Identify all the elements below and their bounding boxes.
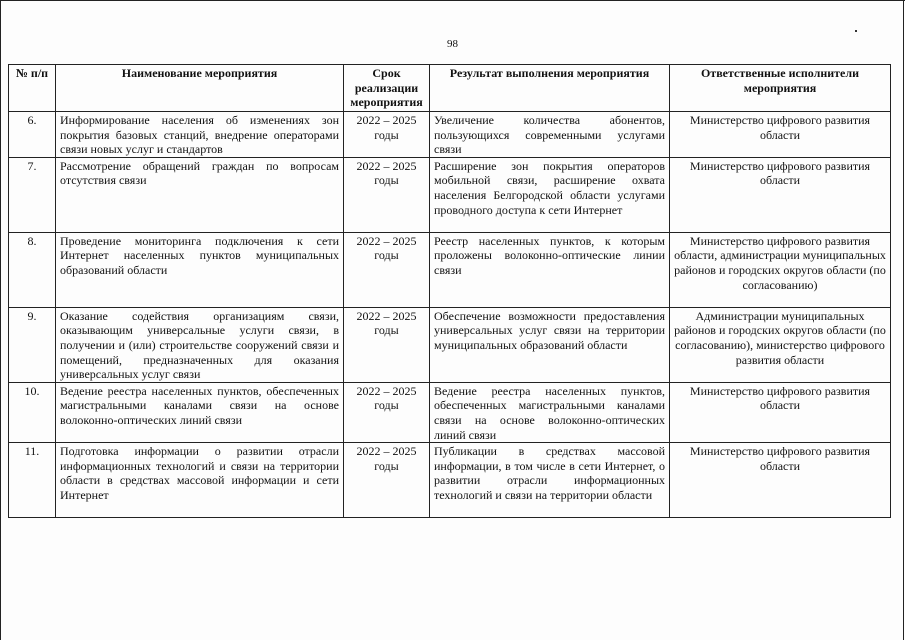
row-term: 2022 – 2025 годы	[344, 112, 430, 158]
row-number: 7.	[9, 157, 56, 232]
row-term: 2022 – 2025 годы	[344, 157, 430, 232]
row-result: Реестр населенных пунктов, к которым проложены волоконно-оптические линии связи	[430, 232, 670, 307]
header-number: № п/п	[9, 65, 56, 112]
header-name: Наименование мероприятия	[56, 65, 344, 112]
row-number: 10.	[9, 382, 56, 442]
row-number: 6.	[9, 112, 56, 158]
row-responsible: Министерство цифрового развития области	[670, 443, 891, 518]
row-name: Рассмотрение обращений граждан по вопросам отсутствия связи	[56, 157, 344, 232]
table-header-row	[9, 65, 891, 112]
header-result: Результат выполнения мероприятия	[430, 65, 670, 112]
page-left-border	[0, 0, 1, 640]
row-name: Проведение мониторинга подключения к сети Интернет населенных пунктов муниципальных образований области	[56, 232, 344, 307]
row-result: Расширение зон покрытия операторов мобильной связи, расширение охвата населения Белгородской области услугами проводного доступа к сети Интернет	[430, 157, 670, 232]
table-row	[9, 382, 891, 442]
row-number: 11.	[9, 443, 56, 518]
row-term: 2022 – 2025 годы	[344, 307, 430, 382]
row-responsible: Министерство цифрового развития области	[670, 112, 891, 158]
row-name: Подготовка информации о развитии отрасли информационных технологий и связи на территории области в средствах массовой информации и сети Интернет	[56, 443, 344, 518]
row-result: Публикации в средствах массовой информации, в том числе в сети Интернет, о развитии отрасли информационных технологий и связи на территории области	[430, 443, 670, 518]
row-name: Оказание содействия организациям связи, оказывающим универсальные услуги связи, в получении и (или) строительстве сооружений связи и помещений, предназначенных для оказания универсальных услуг связи	[56, 307, 344, 382]
row-number: 8.	[9, 232, 56, 307]
page-right-border	[903, 0, 904, 640]
table-row	[9, 157, 891, 232]
row-responsible: Министерство цифрового развития области	[670, 382, 891, 442]
header-term: Срок реализации мероприятия	[344, 65, 430, 112]
page-top-border	[0, 0, 905, 1]
row-responsible: Министерство цифрового развития области	[670, 157, 891, 232]
scan-speck	[855, 30, 857, 32]
row-term: 2022 – 2025 годы	[344, 382, 430, 442]
page-number: 98	[447, 38, 458, 50]
row-result: Обеспечение возможности предоставления универсальных услуг связи на территории муниципальных образований области	[430, 307, 670, 382]
row-result: Увеличение количества абонентов, пользующихся современными услугами связи	[430, 112, 670, 158]
row-number: 9.	[9, 307, 56, 382]
table-row	[9, 112, 891, 158]
row-term: 2022 – 2025 годы	[344, 232, 430, 307]
row-result: Ведение реестра населенных пунктов, обеспеченных магистральными каналами связи на основе волоконно-оптических линий связи	[430, 382, 670, 442]
table-row	[9, 443, 891, 518]
row-name: Информирование населения об изменениях зон покрытия базовых станций, внедрение операторами связи новых услуг и стандартов	[56, 112, 344, 158]
table-row	[9, 307, 891, 382]
row-responsible: Министерство цифрового развития области, администрации муниципальных районов и городских округов области (по согласованию)	[670, 232, 891, 307]
table-row	[9, 232, 891, 307]
row-term: 2022 – 2025 годы	[344, 443, 430, 518]
header-responsible: Ответственные исполнители мероприятия	[670, 65, 891, 112]
row-responsible: Администрации муниципальных районов и городских округов области (по согласованию), министерство цифрового развития области	[670, 307, 891, 382]
activities-table	[8, 64, 891, 518]
row-name: Ведение реестра населенных пунктов, обеспеченных магистральными каналами связи на основе волоконно-оптических линий связи	[56, 382, 344, 442]
